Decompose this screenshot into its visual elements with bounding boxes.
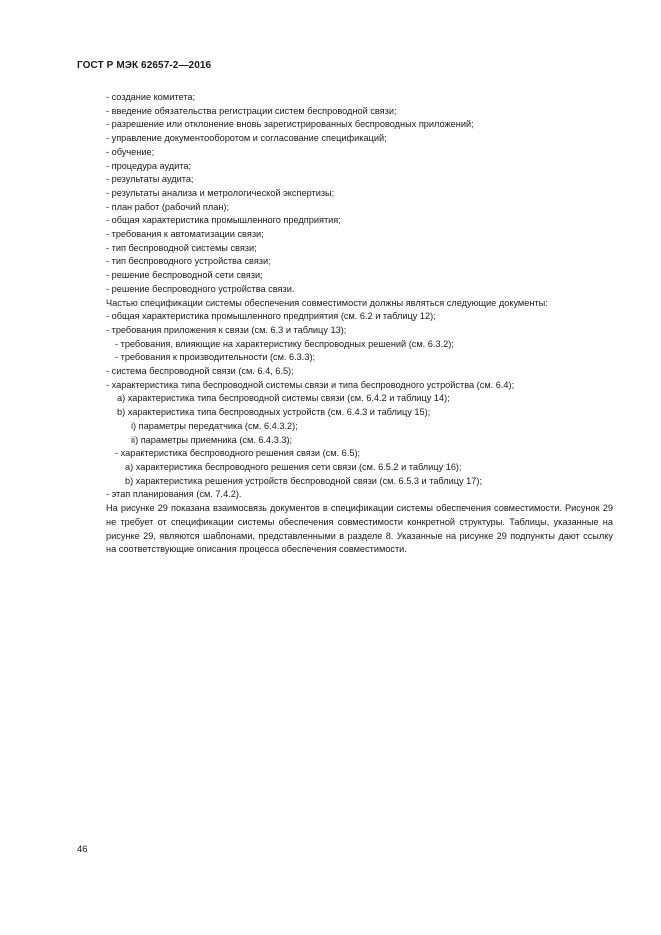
intro-paragraph: Частью спецификации системы обеспечения совместимости должны являться следующие документы: [106,297,548,308]
list-item: - тип беспроводной системы связи; [106,242,257,253]
list-item: - решение беспроводной сети связи; [106,270,263,281]
list-subsubitem: b) характеристика решения устройств беспроводной связи (см. 6.5.3 и таблицу 17); [125,475,483,486]
document-body [77,91,613,557]
list-item: - управление документооборотом и согласование спецификаций; [106,133,387,144]
list-item: - требования приложения к связи (см. 6.3 и таблицу 13); [106,324,347,335]
final-paragraph: На рисунке 29 показана взаимосвязь документов в спецификации системы обеспечения совместимости. Рисунок 29 не требует от спецификации системы обеспечения совместимости конкретной структуры. Таблицы, указанные на рисунке 29, являются шаблонами, представленными в разделе 8. Указанные на рисунке 29 подпункты дают ссылку на соответствующие описания процесса обеспечения совместимости. [106,503,613,555]
list-subitem: - характеристика беспроводного решения связи (см. 6.5); [115,448,361,459]
page-number: 46 [77,844,88,855]
list-item: - введение обязательства регистрации систем беспроводной связи; [106,105,397,116]
documents-list [77,310,613,502]
list-item: - результаты аудита; [106,174,194,185]
list-item: - обучение; [106,146,155,157]
list-item: - тип беспроводного устройства связи; [106,256,271,267]
list-subitem: - требования к производительности (см. 6.3.3); [115,352,316,363]
list-item: - этап планирования (см. 7.4.2). [106,489,242,500]
organizational-list [77,91,613,297]
list-subitem: a) характеристика типа беспроводной системы связи (см. 6.4.2 и таблицу 14); [117,393,450,404]
document-header: ГОСТ Р МЭК 62657-2—2016 [77,60,212,71]
list-item: - разрешение или отклонение вновь зарегистрированных беспроводных приложений; [106,119,474,130]
list-subitem: b) характеристика типа беспроводных устройств (см. 6.4.3 и таблицу 15); [117,407,431,418]
list-subsubitem: i) параметры передатчика (см. 6.4.3.2); [131,420,298,431]
list-item: - результаты анализа и метрологической экспертизы; [106,187,335,198]
list-item: - общая характеристика промышленного предприятия (см. 6.2 и таблицу 12); [106,311,436,322]
list-item: - характеристика типа беспроводной системы связи и типа беспроводного устройства (см. 6.4); [106,379,515,390]
list-item: - общая характеристика промышленного предприятия; [106,215,341,226]
list-subsubitem: ii) параметры приемника (см. 6.4.3.3); [131,434,293,445]
list-item: - план работ (рабочий план); [106,201,230,212]
list-item: - решение беспроводного устройства связи. [106,283,295,294]
list-item: - создание комитета; [106,92,196,102]
list-item: - требования к автоматизации связи; [106,229,264,240]
list-item: - процедура аудита; [106,160,192,171]
list-subsubitem: a) характеристика беспроводного решения сети связи (см. 6.5.2 и таблицу 16); [125,461,462,472]
list-item: - система беспроводной связи (см. 6.4, 6.5); [106,366,294,377]
list-subitem: - требования, влияющие на характеристику беспроводных решений (см. 6.3.2); [115,338,454,349]
